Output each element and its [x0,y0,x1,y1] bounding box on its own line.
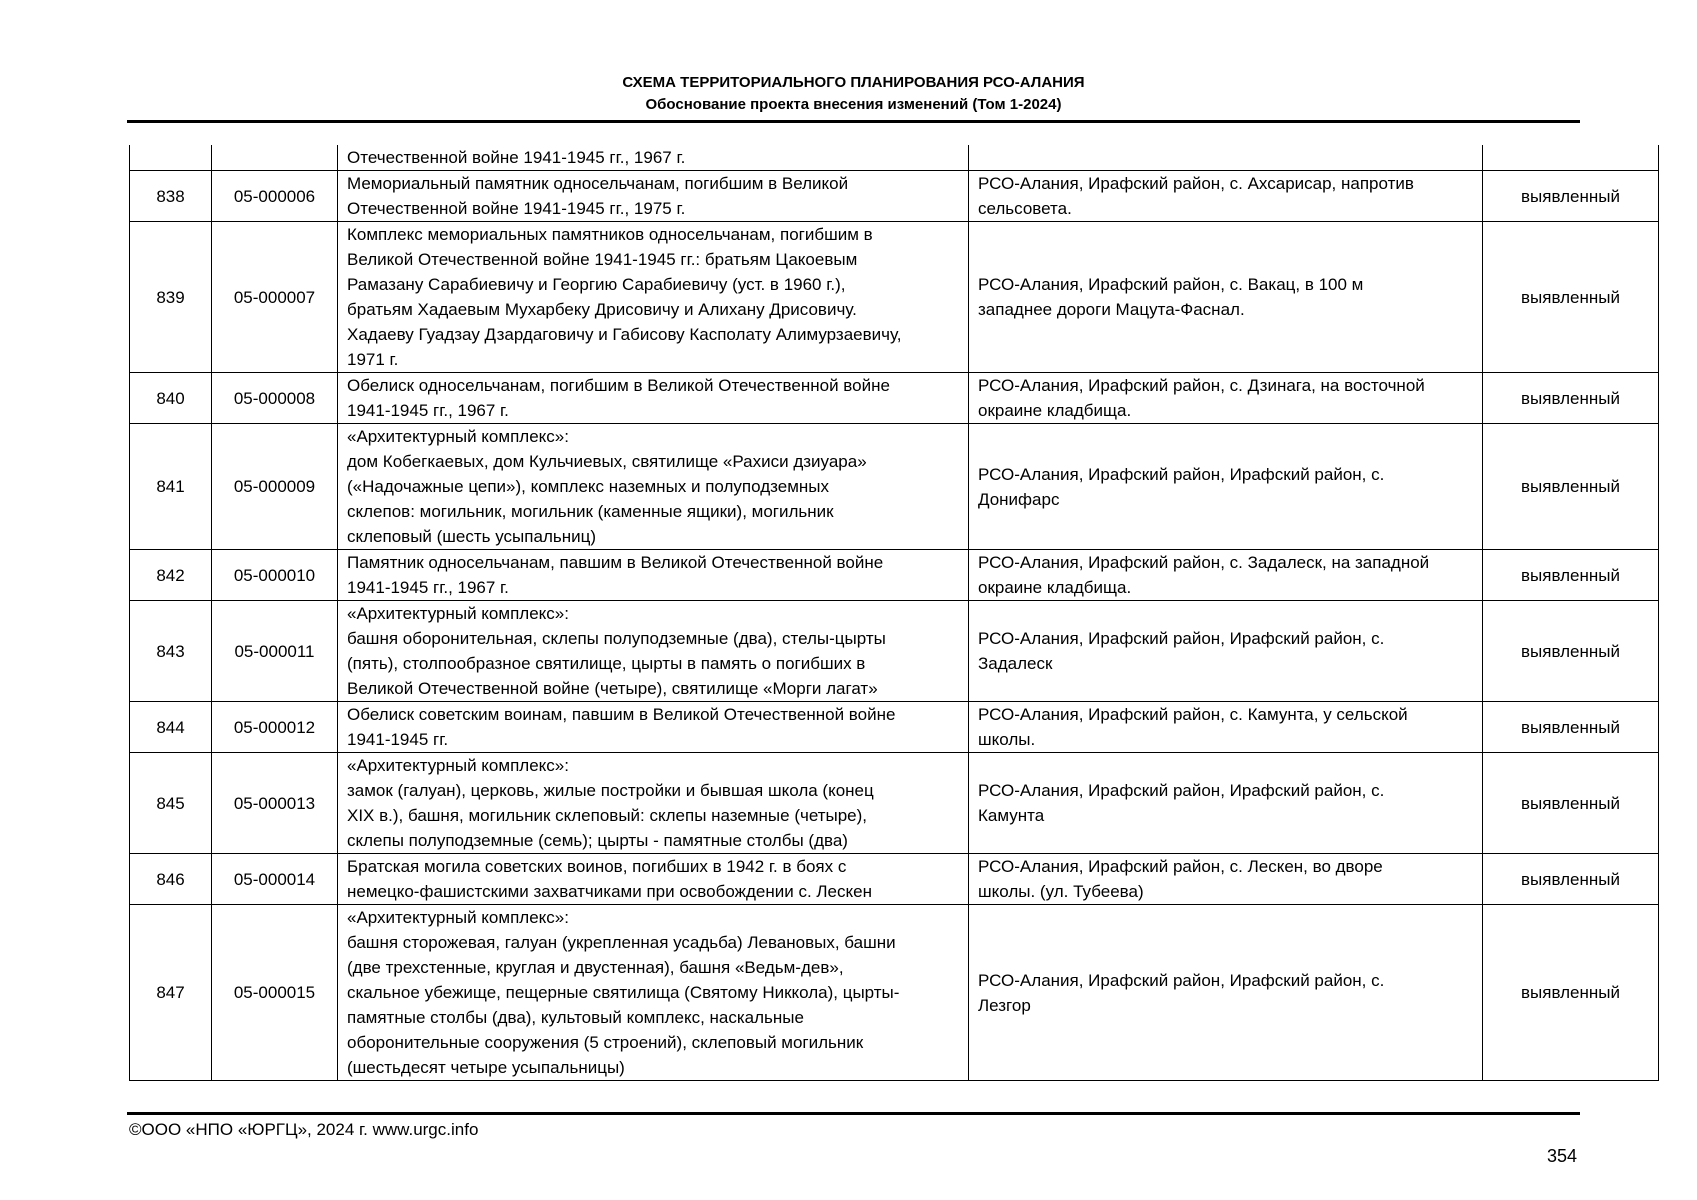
name-line: Отечественной войне 1941-1945 гг., 1967 г. [347,148,686,167]
address-line: Донифарс [978,489,1060,509]
row-address-cell [969,171,1483,222]
table-row [130,550,1659,601]
address-line: РСО-Алания, Ирафский район, с. Лескен, во дворе [978,857,1383,876]
address-line: Лезгор [978,995,1031,1015]
table-row [130,222,1659,373]
row-number-cell: 839 [130,222,212,373]
address-line: западнее дороги Мацута-Фаснал. [978,300,1245,319]
row-number-cell: 838 [130,171,212,222]
row-status-cell: выявленный [1483,550,1659,601]
row-name-cell [338,222,969,373]
row-code-cell: 05-000012 [212,702,338,753]
row-number-cell: 840 [130,373,212,424]
address-line: РСО-Алания, Ирафский район, с. Камунта, у сельской [978,705,1408,724]
name-line: склепов: могильник, могильник (каменные ящики), могильник [347,502,834,521]
name-line: («Надочажные цепи»), комплекс наземных и полуподземных [347,477,829,496]
row-name-cell [338,854,969,905]
row-address-cell [969,702,1483,753]
name-line: «Архитектурный комплекс»: [347,604,569,623]
table-row [130,753,1659,854]
row-code-cell: 05-000006 [212,171,338,222]
row-name-cell [338,424,969,550]
name-line: (пять), столпообразное святилище, цырты в память о погибших в [347,654,866,673]
document-header [127,72,1580,116]
name-line: Великой Отечественной войне 1941-1945 гг.: братьям Цакоевым [347,250,858,269]
name-line: башня оборонительная, склепы полуподземные (два), стелы-цырты [347,629,886,648]
row-status-cell: выявленный [1483,702,1659,753]
address-line: РСО-Алания, Ирафский район, с. Ахсарисар, напротив [978,174,1414,193]
name-line: склеповый (шесть усыпальниц) [347,527,596,546]
row-number-cell [130,145,212,171]
name-line: XIX в.), башня, могильник склеповый: склепы наземные (четыре), [347,806,868,825]
address-line: школы. [978,730,1036,749]
row-number-cell: 844 [130,702,212,753]
row-number-cell: 843 [130,601,212,702]
row-status-cell: выявленный [1483,753,1659,854]
row-address-cell [969,753,1483,854]
row-name-cell [338,601,969,702]
footer-copyright: ©ООО «НПО «ЮРГЦ», 2024 г. www.urgc.info [129,1120,479,1139]
row-code-cell [212,145,338,171]
row-name-cell [338,373,969,424]
row-number-cell: 845 [130,753,212,854]
name-line: Великой Отечественной войне (четыре), святилище «Морги лагат» [347,679,878,698]
document-subtitle: Обоснование проекта внесения изменений (Том 1-2024) [645,96,1062,113]
name-line: 1971 г. [347,350,399,369]
document-title: СХЕМА ТЕРРИТОРИАЛЬНОГО ПЛАНИРОВАНИЯ РСО-АЛАНИЯ [622,74,1085,91]
address-line: Камунта [978,806,1045,825]
name-line: памятные столбы (два), культовый комплекс, наскальные [347,1008,804,1027]
row-address-cell [969,373,1483,424]
name-line: Комплекс мемориальных памятников односельчанам, погибшим в [347,225,873,244]
heritage-registry-table [129,145,1659,1081]
name-line: 1941-1945 гг. [347,730,449,749]
table-row [130,854,1659,905]
row-address-cell [969,145,1483,171]
address-line: сельсовета. [978,199,1072,218]
table-row [130,905,1659,1081]
row-status-cell: выявленный [1483,854,1659,905]
row-number-cell: 842 [130,550,212,601]
address-line: РСО-Алания, Ирафский район, с. Задалеск, на западной [978,553,1430,572]
row-code-cell: 05-000009 [212,424,338,550]
row-address-cell [969,424,1483,550]
name-line: оборонительные сооружения (5 строений), склеповый могильник [347,1033,864,1052]
name-line: «Архитектурный комплекс»: [347,756,569,775]
address-line: РСО-Алания, Ирафский район, Ирафский район, с. [978,464,1385,484]
name-line: Отечественной войне 1941-1945 гг., 1975 г. [347,199,686,218]
row-address-cell [969,550,1483,601]
table-row [130,424,1659,550]
name-line: Обелиск советским воинам, павшим в Великой Отечественной войне [347,705,896,724]
name-line: 1941-1945 гг., 1967 г. [347,578,509,597]
address-line: окраине кладбища. [978,578,1132,597]
row-address-cell [969,222,1483,373]
row-status-cell: выявленный [1483,171,1659,222]
row-address-cell [969,854,1483,905]
row-status-cell: выявленный [1483,905,1659,1081]
address-line: РСО-Алания, Ирафский район, с. Вакац, в 100 м [978,275,1364,294]
footer-divider [127,1112,1580,1115]
address-line: РСО-Алания, Ирафский район, с. Дзинага, на восточной [978,376,1425,395]
address-line: РСО-Алания, Ирафский район, Ирафский район, с. [978,629,1385,648]
name-line: «Архитектурный комплекс»: [347,908,569,927]
row-status-cell: выявленный [1483,424,1659,550]
name-line: Братская могила советских воинов, погибших в 1942 г. в боях с [347,857,847,876]
row-code-cell: 05-000007 [212,222,338,373]
name-line: замок (галуан), церковь, жилые постройки и бывшая школа (конец [347,781,874,800]
row-status-cell: выявленный [1483,601,1659,702]
address-line: РСО-Алания, Ирафский район, Ирафский район, с. [978,781,1385,800]
name-line: башня сторожевая, галуан (укрепленная усадьба) Левановых, башни [347,933,896,952]
table-body [130,145,1659,1081]
name-line: Обелиск односельчанам, погибшим в Великой Отечественной войне [347,376,890,395]
row-status-cell [1483,145,1659,171]
row-name-cell [338,550,969,601]
row-code-cell: 05-000008 [212,373,338,424]
row-number-cell: 846 [130,854,212,905]
name-line: «Архитектурный комплекс»: [347,427,569,446]
row-name-cell [338,753,969,854]
name-line: (шестьдесят четыре усыпальницы) [347,1058,625,1077]
row-number-cell: 847 [130,905,212,1081]
row-name-cell [338,702,969,753]
name-line: (две трехстенные, круглая и двустенная), башня «Ведьм-дев», [347,958,844,977]
row-code-cell: 05-000013 [212,753,338,854]
page-number: 354 [1546,1146,1577,1166]
header-divider [127,120,1580,123]
row-code-cell: 05-000011 [212,601,338,702]
name-line: склепы полуподземные (семь); цырты - памятные столбы (два) [347,831,848,850]
table-row [130,171,1659,222]
table-row-continued [130,145,1659,171]
row-code-cell: 05-000010 [212,550,338,601]
name-line: немецко-фашистскими захватчиками при освобождении с. Лескен [347,882,872,901]
address-line: Задалеск [978,654,1053,673]
row-status-cell: выявленный [1483,222,1659,373]
name-line: братьям Хадаевым Мухарбеку Дрисовичу и Алихану Дрисовичу. [347,300,857,319]
address-line: РСО-Алания, Ирафский район, Ирафский район, с. [978,970,1385,990]
name-line: скальное убежище, пещерные святилища (Святому Никкола), цырты- [347,983,900,1002]
row-address-cell [969,905,1483,1081]
row-address-cell [969,601,1483,702]
row-code-cell: 05-000015 [212,905,338,1081]
table-row [130,702,1659,753]
row-number-cell: 841 [130,424,212,550]
name-line: Памятник односельчанам, павшим в Великой Отечественной войне [347,553,884,572]
row-name-cell [338,145,969,171]
name-line: Рамазану Сарабиевичу и Георгию Сарабиевичу (уст. в 1960 г.), [347,275,846,294]
name-line: 1941-1945 гг., 1967 г. [347,401,509,420]
row-name-cell [338,905,969,1081]
row-code-cell: 05-000014 [212,854,338,905]
address-line: школы. (ул. Тубеева) [978,882,1144,901]
table-row [130,601,1659,702]
row-name-cell [338,171,969,222]
name-line: Мемориальный памятник односельчанам, погибшим в Великой [347,174,849,193]
name-line: дом Кобегкаевых, дом Кульчиевых, святилище «Рахиси дзиуара» [347,452,867,471]
row-status-cell: выявленный [1483,373,1659,424]
table-row [130,373,1659,424]
address-line: окраине кладбища. [978,401,1132,420]
name-line: Хадаеву Гуадзау Дзардаговичу и Габисову Касполату Алимурзаевичу, [347,325,902,344]
